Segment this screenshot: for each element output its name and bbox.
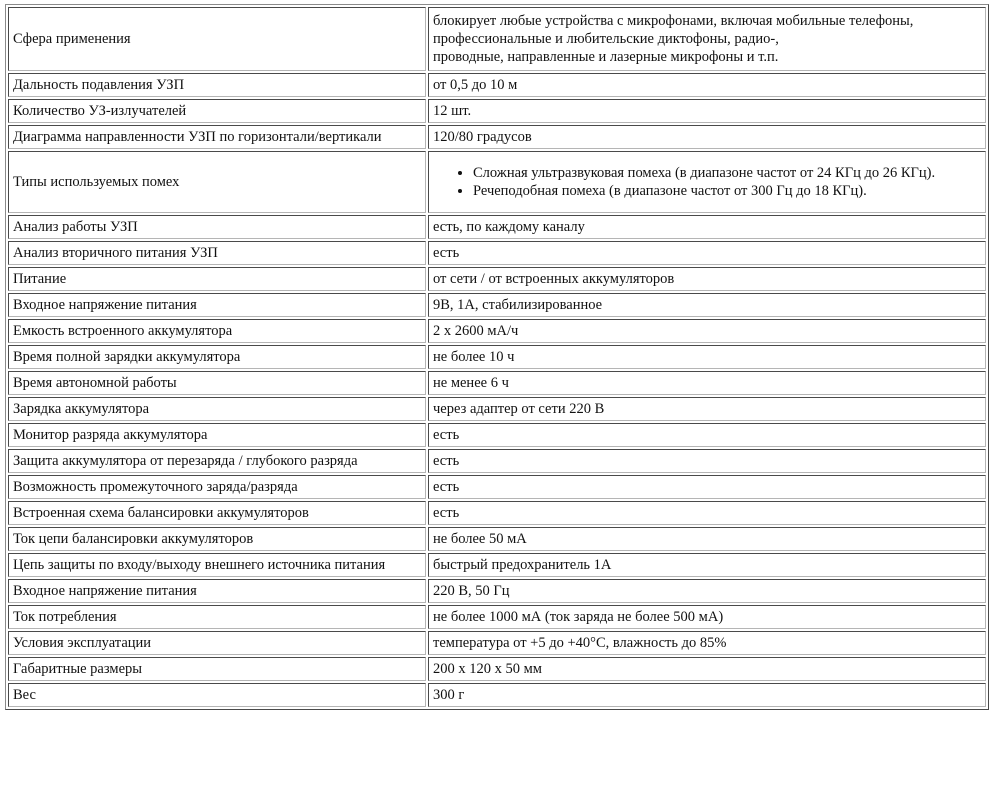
table-row [8, 683, 986, 707]
table-row [8, 215, 986, 239]
table-row [8, 553, 986, 577]
row-value: от 0,5 до 10 м [428, 73, 986, 97]
row-label: Условия эксплуатации [8, 631, 426, 655]
row-value: есть [428, 241, 986, 265]
row-value: есть [428, 475, 986, 499]
row-value: не более 1000 мА (ток заряда не более 500 мА) [428, 605, 986, 629]
row-value: 200 х 120 х 50 мм [428, 657, 986, 681]
row-value: не более 50 мА [428, 527, 986, 551]
row-label: Питание [8, 267, 426, 291]
row-label: Дальность подавления УЗП [8, 73, 426, 97]
row-value: от сети / от встроенных аккумуляторов [428, 267, 986, 291]
row-label: Анализ вторичного питания УЗП [8, 241, 426, 265]
value-line: проводные, направленные и лазерные микрофоны и т.п. [433, 49, 779, 65]
row-label: Вес [8, 683, 426, 707]
row-value: 220 В, 50 Гц [428, 579, 986, 603]
table-row [8, 475, 986, 499]
row-label: Габаритные размеры [8, 657, 426, 681]
row-value: 300 г [428, 683, 986, 707]
row-label: Цепь защиты по входу/выходу внешнего источника питания [8, 553, 426, 577]
table-row [8, 657, 986, 681]
table-row [8, 7, 986, 71]
row-label: Время автономной работы [8, 371, 426, 395]
row-value: быстрый предохранитель 1А [428, 553, 986, 577]
table-row [8, 293, 986, 317]
table-row [8, 423, 986, 447]
table-row [8, 241, 986, 265]
row-value: 120/80 градусов [428, 125, 986, 149]
list-item: • Сложная ультразвуковая помеха (в диапазоне частот от 24 КГц до 26 КГц). [473, 164, 981, 182]
noise-types-list [433, 164, 981, 200]
row-value: через адаптер от сети 220 В [428, 397, 986, 421]
row-value: есть [428, 501, 986, 525]
table-row [8, 501, 986, 525]
table-row [8, 151, 986, 213]
row-value: 9В, 1А, стабилизированное [428, 293, 986, 317]
table-row [8, 345, 986, 369]
table-row [8, 73, 986, 97]
table-row [8, 579, 986, 603]
row-label: Количество УЗ-излучателей [8, 99, 426, 123]
row-value: есть [428, 449, 986, 473]
table-row [8, 605, 986, 629]
row-label: Анализ работы УЗП [8, 215, 426, 239]
value-line: профессиональные и любительские диктофоны, радио-, [433, 31, 779, 47]
row-value [428, 7, 986, 71]
table-row [8, 449, 986, 473]
row-label: Зарядка аккумулятора [8, 397, 426, 421]
value-line: блокирует любые устройства с микрофонами, включая мобильные телефоны, [433, 13, 914, 29]
row-label: Ток цепи балансировки аккумуляторов [8, 527, 426, 551]
row-value [428, 151, 986, 213]
row-label: Монитор разряда аккумулятора [8, 423, 426, 447]
table-row [8, 99, 986, 123]
row-value: не менее 6 ч [428, 371, 986, 395]
table-row [8, 631, 986, 655]
row-label: Входное напряжение питания [8, 293, 426, 317]
table-row [8, 527, 986, 551]
row-value: не более 10 ч [428, 345, 986, 369]
row-label: Ток потребления [8, 605, 426, 629]
table-row [8, 267, 986, 291]
row-label: Сфера применения [8, 7, 426, 71]
row-label: Емкость встроенного аккумулятора [8, 319, 426, 343]
row-label: Время полной зарядки аккумулятора [8, 345, 426, 369]
row-label: Типы используемых помех [8, 151, 426, 213]
row-label: Возможность промежуточного заряда/разряда [8, 475, 426, 499]
list-item: • Речеподобная помеха (в диапазоне частот от 300 Гц до 18 КГц). [473, 182, 981, 200]
row-value: 12 шт. [428, 99, 986, 123]
table-row [8, 319, 986, 343]
row-label: Входное напряжение питания [8, 579, 426, 603]
spec-table [5, 4, 989, 710]
table-row [8, 397, 986, 421]
table-row [8, 371, 986, 395]
row-label: Встроенная схема балансировки аккумуляторов [8, 501, 426, 525]
row-value: температура от +5 до +40°C, влажность до 85% [428, 631, 986, 655]
row-value: есть, по каждому каналу [428, 215, 986, 239]
row-label: Защита аккумулятора от перезаряда / глубокого разряда [8, 449, 426, 473]
row-label: Диаграмма направленности УЗП по горизонтали/вертикали [8, 125, 426, 149]
row-value: есть [428, 423, 986, 447]
row-value: 2 х 2600 мА/ч [428, 319, 986, 343]
table-row [8, 125, 986, 149]
